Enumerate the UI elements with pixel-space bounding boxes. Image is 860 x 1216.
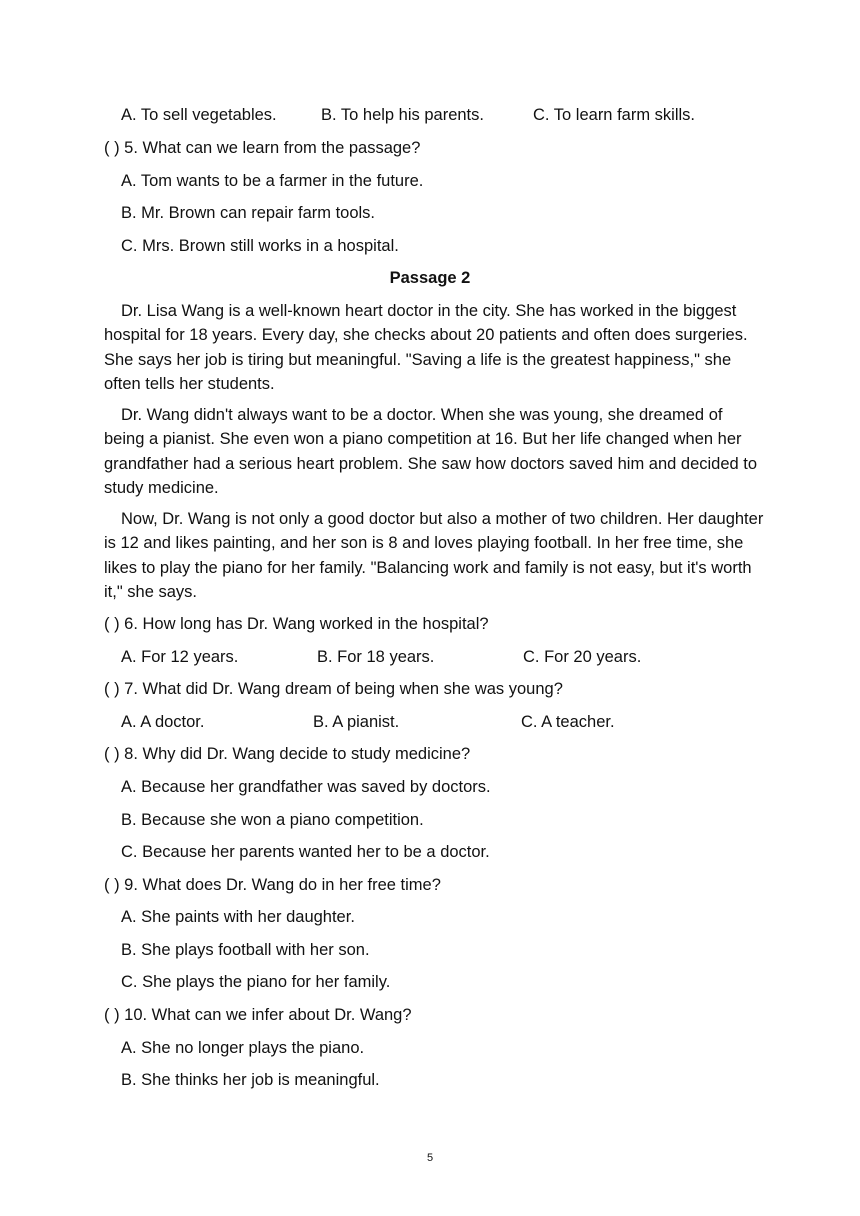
- question-10: ( ) 10. What can we infer about Dr. Wang?: [104, 1006, 412, 1024]
- question-9: ( ) 9. What does Dr. Wang do in her free time?: [104, 876, 441, 894]
- q6-option-a: A. For 12 years.: [121, 648, 239, 666]
- q7-option-c: C. A teacher.: [521, 713, 615, 731]
- q5-option-a: A. Tom wants to be a farmer in the future.: [121, 172, 424, 190]
- q10-option-a: A. She no longer plays the piano.: [121, 1039, 365, 1057]
- question-6: ( ) 6. How long has Dr. Wang worked in the hospital?: [104, 615, 489, 633]
- q7-option-b: B. A pianist.: [313, 713, 400, 731]
- q9-option-b: B. She plays football with her son.: [121, 941, 370, 959]
- q8-option-c: C. Because her parents wanted her to be a doctor.: [121, 843, 490, 861]
- passage-title: Passage 2: [389, 269, 471, 287]
- q4-option-a: A. To sell vegetables.: [121, 106, 277, 124]
- q5-option-c: C. Mrs. Brown still works in a hospital.: [121, 237, 399, 255]
- passage-paragraph-3: Now, Dr. Wang is not only a good doctor but also a mother of two children. Her daughter is 12 and likes painting, and her son is 8 and loves playing football. In her free time, she likes to play the piano for her family. "Balancing work and family is not easy, but it's worth it," she says.: [104, 510, 764, 601]
- q4-option-b: B. To help his parents.: [321, 106, 484, 124]
- q8-option-a: A. Because her grandfather was saved by doctors.: [121, 778, 491, 796]
- q6-option-b: B. For 18 years.: [317, 648, 435, 666]
- question-5: ( ) 5. What can we learn from the passage?: [104, 139, 421, 157]
- q5-option-b: B. Mr. Brown can repair farm tools.: [121, 204, 376, 222]
- q7-option-a: A. A doctor.: [121, 713, 205, 731]
- q9-option-a: A. She paints with her daughter.: [121, 908, 355, 926]
- passage-paragraph-1: Dr. Lisa Wang is a well-known heart doctor in the city. She has worked in the biggest hospital for 18 years. Every day, she checks about 20 patients and often does surgeries. She says her job is tiring but meaningful. "Saving a life is the greatest happiness," she often tells her students.: [104, 302, 748, 393]
- q9-option-c: C. She plays the piano for her family.: [121, 973, 391, 991]
- q10-option-b: B. She thinks her job is meaningful.: [121, 1071, 380, 1089]
- q6-option-c: C. For 20 years.: [523, 648, 642, 666]
- question-7: ( ) 7. What did Dr. Wang dream of being when she was young?: [104, 680, 563, 698]
- passage-paragraph-2: Dr. Wang didn't always want to be a doctor. When she was young, she dreamed of being a pianist. She even won a piano competition at 16. But her life changed when her grandfather had a serious heart problem. She saw how doctors saved him and decided to study medicine.: [104, 406, 758, 497]
- q8-option-b: B. Because she won a piano competition.: [121, 811, 424, 829]
- question-8: ( ) 8. Why did Dr. Wang decide to study medicine?: [104, 745, 471, 763]
- q4-option-c: C. To learn farm skills.: [533, 106, 695, 124]
- page-number: 5: [426, 1152, 434, 1164]
